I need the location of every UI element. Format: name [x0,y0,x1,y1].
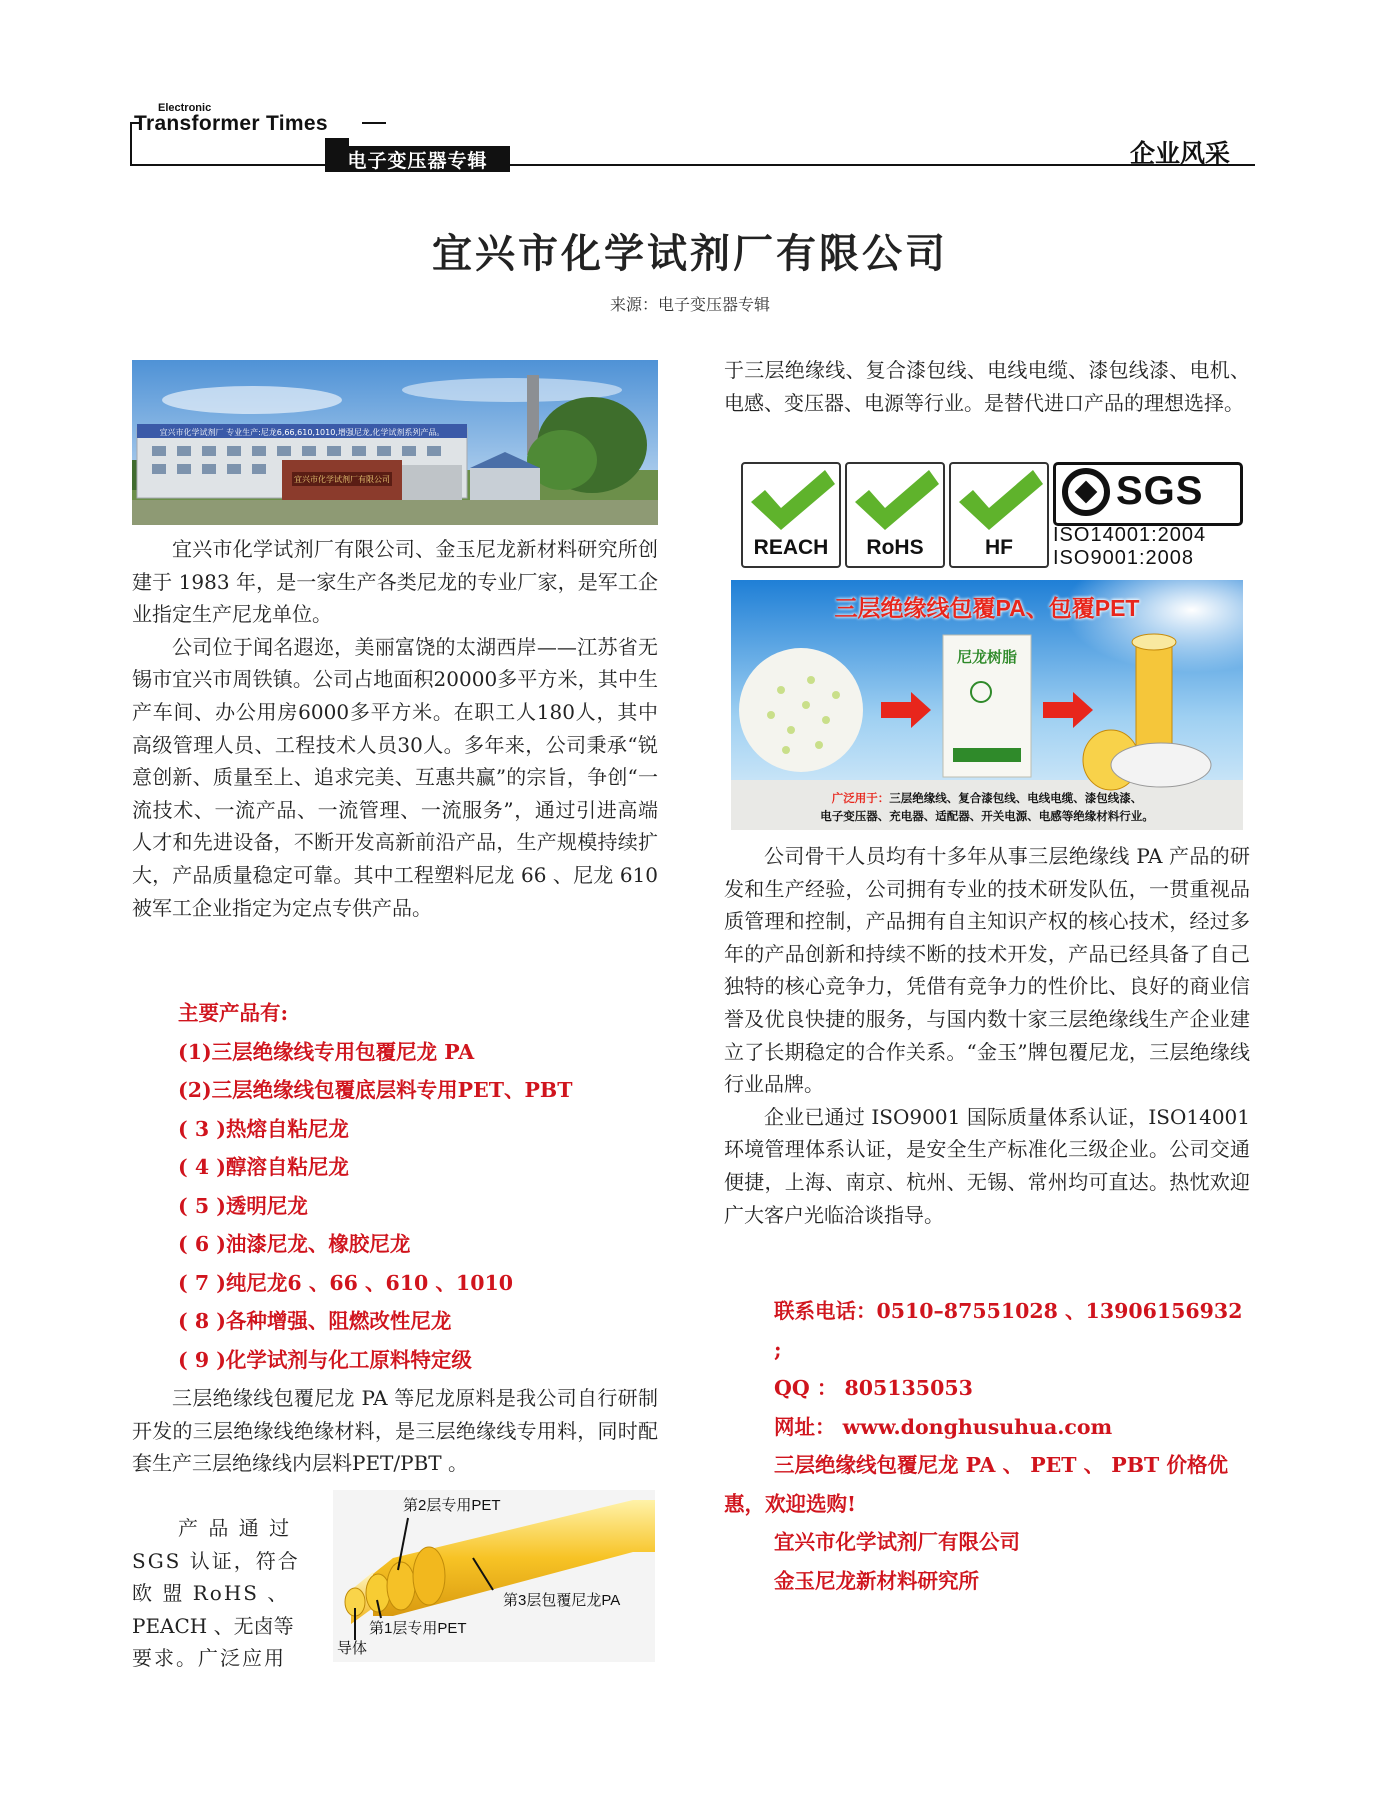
product-item: (1)三层绝缘线专用包覆尼龙 PA [178,1039,475,1064]
sgs-text: SGS [1116,469,1204,513]
narrow-line: PEACH 、无卤等 [132,1613,294,1638]
product-item: ( 8 )各种增强、阻燃改性尼龙 [178,1309,452,1333]
iso14001-text: ISO14001:2004 [1053,524,1207,546]
brand-title: Transformer Times [134,112,328,135]
product-item: ( 5 )透明尼龙 [178,1193,308,1218]
narrow-line: 产 品 通 过 [178,1516,292,1540]
product-banner [731,580,1243,830]
sgs-logo [1053,462,1243,526]
brand-small-text: Electronic [158,102,212,114]
bag-label: 尼龙树脂 [956,648,1018,666]
banner-caption-lead: 广泛用于： [831,793,890,805]
intro-paragraph: 宜兴市化学试剂厂有限公司、金玉尼龙新材料研究所创建于 1983 年，是一家生产各类尼龙的专业厂家，是军工企业指定生产尼龙单位。 [132,537,658,627]
contact-company-2: 金玉尼龙新材料研究所 [774,1568,979,1593]
product-list [178,994,658,1379]
cert-label-rohs: RoHS [866,536,924,559]
right-top-paragraph: 于三层绝缘线、复合漆包线、电线电缆、漆包线漆、电机、电感、变压器、电源等行业。是替代进口产品的理想选择。 [724,358,1250,415]
location-paragraph: 公司位于闻名遐迩，美丽富饶的太湖西岸——江苏省无锡市宜兴市周铁镇。公司占地面积20000多平方米，其中生产车间、办公用房6000多平方米。在职工人180人，其中高级管理人员、工程技术人员30人。多年来，公司秉承“锐意创新、质量至上、追求完美、互惠共赢”的宗旨，争创“一流技术、一流产品、一流管理、一流服务”，通过引进高端人才和先进设备，不断开发高新前沿产品，生产规模持续扩大，产品质量稳定可靠。其中工程塑料尼龙 66 、尼龙 610 被军工企业指定为定点专供产品。 [132,634,658,920]
products-heading: 主要产品有: [178,1001,289,1025]
contact-phone: 联系电话：0510–87551028 、13906156932 ; [774,1299,1243,1362]
banner-title: 三层绝缘线包覆PA、包覆PET [834,595,1140,621]
product-item: ( 6 )油漆尼龙、橡胶尼龙 [178,1232,411,1256]
iso9001-text: ISO9001:2008 [1053,547,1194,569]
left-column [132,533,658,924]
sgs-globe-icon [1060,466,1112,518]
check-icon [743,468,839,538]
factory-sign-text: 宜兴市化学试剂厂有限公司 [294,475,390,484]
contact-company-1: 宜兴市化学试剂厂有限公司 [774,1530,1020,1554]
hf-cert [949,462,1049,568]
header-rule-vertical [130,122,132,166]
conductor-label: 导体 [337,1640,368,1657]
cert-label-reach: REACH [753,536,829,559]
product-item: (2)三层绝缘线包覆底层料专用PET、PBT [178,1078,573,1102]
team-paragraph: 公司骨干人员均有十多年从事三层绝缘线 PA 产品的研发和生产经验，公司拥有专业的技术研发队伍，一贯重视品质管理和控制，产品拥有自主知识产权的核心技术，经过多年的产品创新和持续不断的技术开发，产品已经具备了自己独特的核心竞争力，凭借有竞争力的性价比、良好的商业信誉及优良快捷的服务，与国内数十家三层绝缘线生产企业建立了长期稳定的合作关系。“金玉”牌包覆尼龙，三层绝缘线行业品牌。 [724,844,1250,1097]
article-title: 宜兴市化学试剂厂有限公司 [432,230,948,277]
reach-cert [741,462,841,568]
article-source: 来源：电子变压器专辑 [609,295,770,314]
contact-website: 网址： www.donghusuhua.com [774,1414,1113,1439]
banner-caption-line1: 三层绝缘线、复合漆包线、电线电缆、漆包线漆、 [889,793,1143,805]
layer1-label: 第1层专用PET [369,1620,467,1637]
header-rule [130,164,325,166]
narrow-line: SGS 认证，符合 [132,1548,300,1573]
contact-promo: 三层绝缘线包覆尼龙 PA 、 PET 、 PBT 价格优惠，欢迎选购! [724,1453,1228,1516]
layer2-label: 第2层专用PET [403,1497,501,1514]
narrow-text-column [132,1512,322,1675]
cert-label-hf: HF [985,536,1013,559]
narrow-line: 欧 盟 RoHS 、 [132,1581,290,1606]
certification-strip [741,458,1237,570]
right-top-text [724,354,1250,419]
header-rule [362,122,386,124]
product-item: ( 4 )醇溶自粘尼龙 [178,1155,349,1179]
certification-paragraph: 企业已通过 ISO9001 国际质量体系认证，ISO14001 环境管理体系认证，是安全生产标准化三级企业。公司交通便捷，上海、南京、杭州、无锡、常州均可直达。热忱欢迎广大客户光临洽谈指导。 [724,1104,1250,1227]
factory-photo [132,360,658,525]
layer3-label: 第3层包覆尼龙PA [503,1592,621,1609]
narrow-line: 要求。广泛应用 [132,1646,286,1671]
product-item: ( 7 )纯尼龙6 、66 、610 、1010 [178,1270,513,1295]
right-column [724,840,1250,1231]
product-item: ( 3 )热熔自粘尼龙 [178,1116,349,1141]
brand-badge: 电子变压器专辑 [325,146,510,172]
product-item: ( 9 )化学试剂与化工原料特定级 [178,1347,472,1372]
check-icon [847,468,943,538]
check-icon [951,468,1047,538]
cable-layer-diagram [333,1490,655,1662]
contact-block [724,1292,1250,1600]
materials-paragraph-block [132,1382,658,1480]
section-label: 企业风采 [1130,140,1231,168]
banner-caption [739,790,1235,826]
building-banner-text: 宜兴市化学试剂厂 专业生产:尼龙6,66,610,1010,增强尼龙,化学试剂系列产品。 [159,428,445,437]
contact-qq: QQ ： 805135053 [774,1376,973,1400]
materials-paragraph: 三层绝缘线包覆尼龙 PA 等尼龙原料是我公司自行研制开发的三层绝缘线绝缘材料，是三层绝缘线专用料，同时配套生产三层绝缘线内层料PET/PBT 。 [132,1386,658,1476]
rohs-cert [845,462,945,568]
banner-caption-line2: 电子变压器、充电器、适配器、开关电源、电感等绝缘材料行业。 [820,811,1154,823]
